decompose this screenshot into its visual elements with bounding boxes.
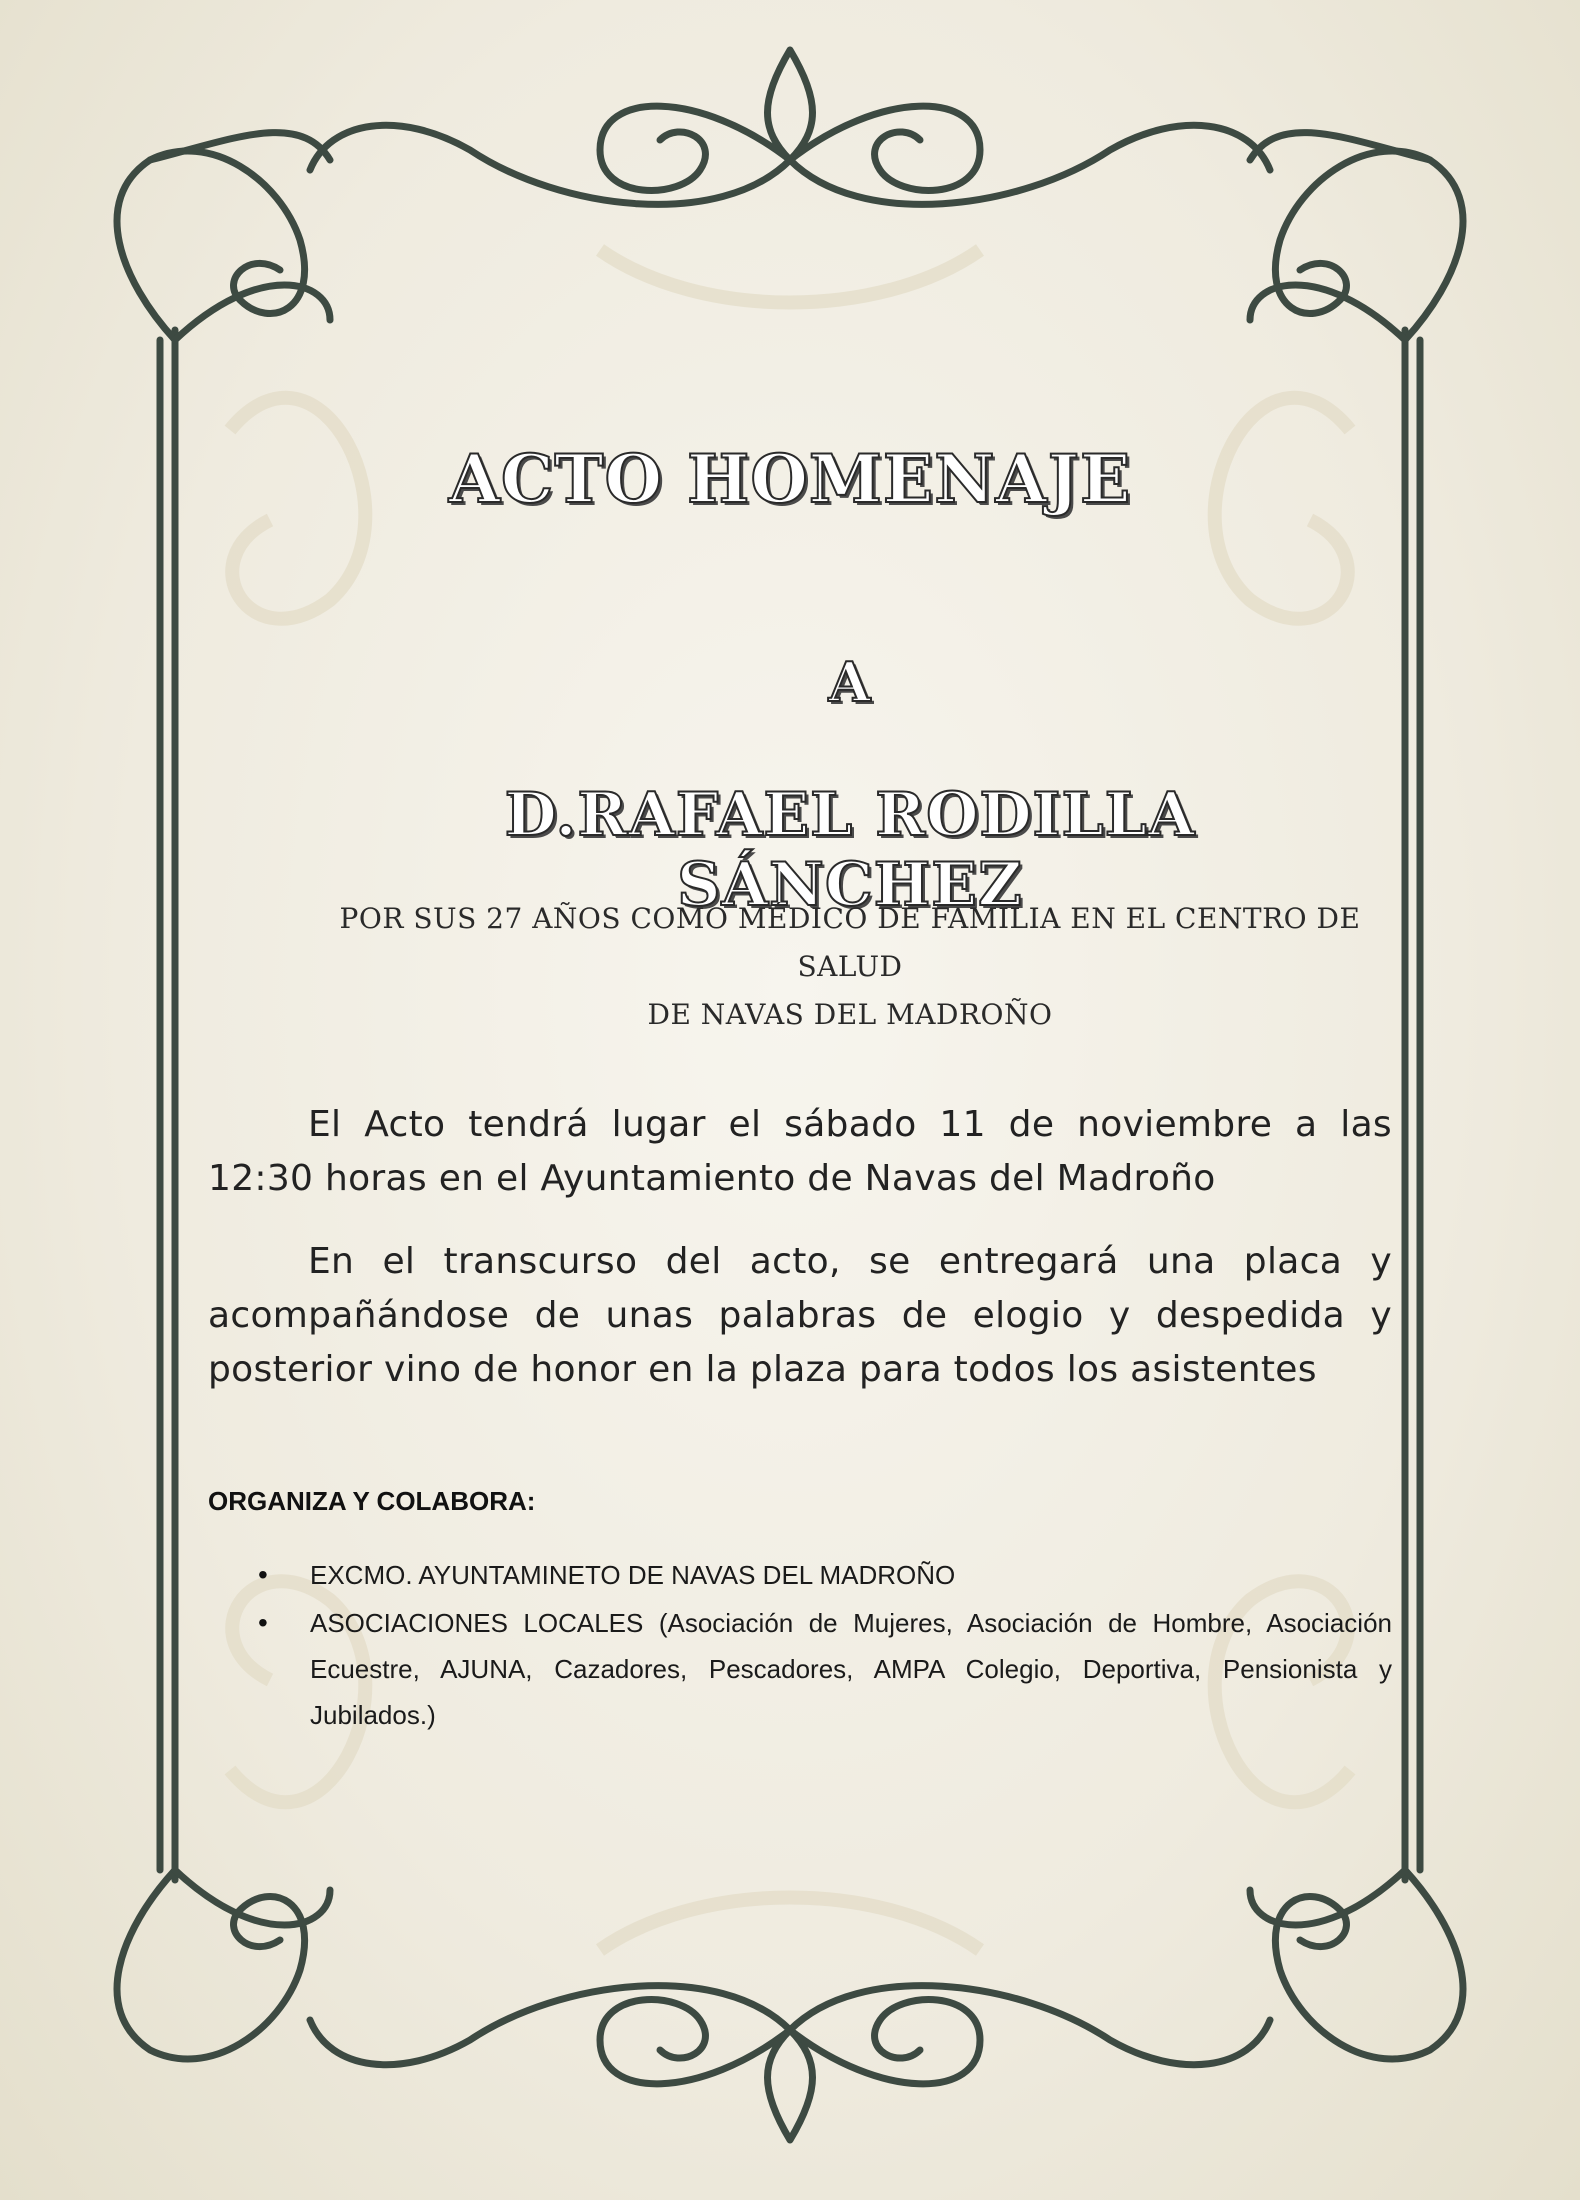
list-item: • EXCMO. AYUNTAMINETO DE NAVAS DEL MADROÑO [208,1552,1392,1598]
event-program-paragraph: En el transcurso del acto, se entregará una placa y acompañándose de unas palabras de elogio y despedida y posterior vino de honor en la plaza para todos los asistentes [208,1241,1392,1390]
frame-lines [117,50,1463,2140]
organizers-list [208,1552,1392,1740]
honoree-name: D.RAFAEL RODILLA SÁNCHEZ [504,780,1196,920]
title-connector: A [828,650,872,714]
subtitle [290,895,1410,1039]
list-item: • ASOCIACIONES LOCALES (Asociación de Mujeres, Asociación de Hombre, Asociación Ecuestre, AJUNA, Cazadores, Pescadores, AMPA Colegio, Deportiva, Pensionista y Jubilados.) [208,1600,1392,1738]
subtitle-line-1: POR SUS 27 AÑOS COMO MÉDICO DE FAMILIA EN EL CENTRO DE SALUD [339,902,1361,983]
subtitle-line-2: DE NAVAS DEL MADROÑO [647,998,1053,1031]
main-title: ACTO HOMENAJE [448,440,1132,518]
event-details-paragraph: El Acto tendrá lugar el sábado 11 de noviembre a las 12:30 horas en el Ayuntamiento de Navas del Madroño [208,1104,1392,1199]
organizers-heading: ORGANIZA Y COLABORA: [208,1486,536,1516]
